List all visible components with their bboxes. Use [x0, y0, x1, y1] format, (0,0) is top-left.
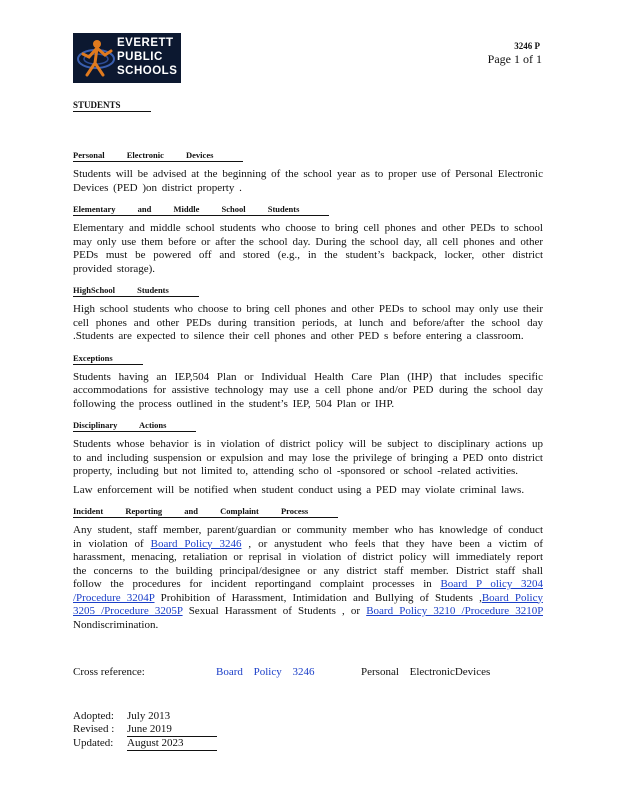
logo-line: SCHOOLS [117, 65, 178, 77]
policy-body [73, 95, 543, 636]
section-paragraph [73, 168, 543, 195]
policy-section [73, 415, 543, 497]
district-emblem-icon [75, 35, 117, 81]
logo-line: PUBLIC [117, 51, 163, 63]
section-heading: Disciplinary Actions [73, 420, 196, 432]
cross-reference-label: Cross reference: [73, 666, 145, 678]
board-policy-link[interactable]: Board P olicy 3204 /Procedure 3204P [73, 578, 543, 604]
paragraph-text: Students will be advised at the beginning of the school year as to proper use of Personal Electronic Devices (PED )on district property . [73, 168, 543, 194]
policy-number: 3246 P [514, 41, 540, 51]
paragraph-text: Elementary and middle school students who choose to bring cell phones and other PEDs to school may only use them before or after the school day. During the school day, all cell phones and other PEDs must be powered off and stored (e.g., in the student’s backpack, locker, other district provided storage). [73, 222, 543, 275]
policy-section [73, 145, 543, 195]
board-policy-link[interactable]: Board Policy 3246 [150, 537, 242, 550]
paragraph-text: Prohibition of Harassment, Intimidation and Bullying of Students , [154, 591, 482, 604]
date-label: Revised : [73, 723, 115, 735]
policy-dates [73, 710, 217, 751]
policy-sections [73, 145, 543, 632]
paragraph-text: Law enforcement will be notified when student conduct using a PED may violate criminal laws. [73, 483, 525, 496]
date-label: Adopted: [73, 710, 114, 722]
section-paragraph [73, 303, 543, 344]
district-logo [73, 33, 181, 83]
date-label: Updated: [73, 737, 114, 749]
section-label: STUDENTS [73, 100, 151, 112]
section-paragraph [73, 371, 543, 412]
section-heading: Elementary and Middle School Students [73, 204, 329, 216]
cross-reference-policy-link[interactable]: Board Policy 3246 [216, 666, 315, 678]
section-paragraph [73, 524, 543, 632]
board-policy-link[interactable]: Board Policy 3205 /Procedure 3205P [73, 591, 543, 617]
page-number: Page 1 of 1 [487, 52, 542, 66]
cross-reference-title: Personal ElectronicDevices [361, 666, 491, 678]
section-heading: HighSchool Students [73, 285, 199, 297]
section-heading: Incident Reporting and Complaint Process [73, 506, 338, 518]
logo-line: EVERETT [117, 37, 174, 49]
paragraph-text: Students having an IEP,504 Plan or Individual Health Care Plan (IHP) that includes specific accommodations for assistive technology may use a cell phone and/or PED during the school day following the process outlined in the student’s IEP, 504 Plan or IHP. [73, 370, 543, 410]
date-value: August 2023 [127, 737, 217, 751]
date-value: July 2013 [127, 710, 171, 722]
section-paragraph [73, 438, 543, 479]
date-row [73, 710, 217, 723]
date-row [73, 723, 217, 737]
paragraph-text: Students whose behavior is in violation of district policy will be subject to disciplinary actions up to and including suspension or expulsion and may lose the privilege of bringing a PED onto district property, including but not limited to, attending scho ol -sponsored or school -related activities. [73, 438, 543, 477]
paragraph-text: Any student, staff member, parent/guardian or community member who has knowledge of conduct in violation of [73, 524, 543, 550]
date-value: June 2019 [127, 723, 217, 737]
section-heading: Personal Electronic Devices [73, 150, 243, 162]
section-paragraph [73, 222, 543, 276]
paragraph-text: Sexual Harassment of Students , or [182, 605, 367, 617]
date-row [73, 737, 217, 751]
policy-section [73, 199, 543, 276]
board-policy-link[interactable]: Board Policy 3210 /Procedure 3210P [366, 605, 543, 617]
district-logo-wordmark [117, 36, 177, 78]
paragraph-text: , or anystudent who feels that they have been a victim of harassment, menacing, retaliation or reprisal in violation of district policy will immediately report the concerns to the building principal/designee or any district staff member. District staff shall follow the procedures for incident reportingand complaint processes in [73, 537, 543, 590]
policy-section [73, 348, 543, 412]
section-paragraph [73, 484, 543, 498]
policy-section [73, 501, 543, 632]
paragraph-text: High school students who choose to bring cell phones and other PEDs to school may only use their cell phones and other PEDs during transition periods, at lunch and before/after the school day .Students are expected to silence their cell phones and other PED s before entering a classroom. [73, 303, 543, 342]
policy-section [73, 280, 543, 344]
section-heading: Exceptions [73, 353, 143, 365]
paragraph-text: Nondiscrimination. [73, 618, 159, 631]
